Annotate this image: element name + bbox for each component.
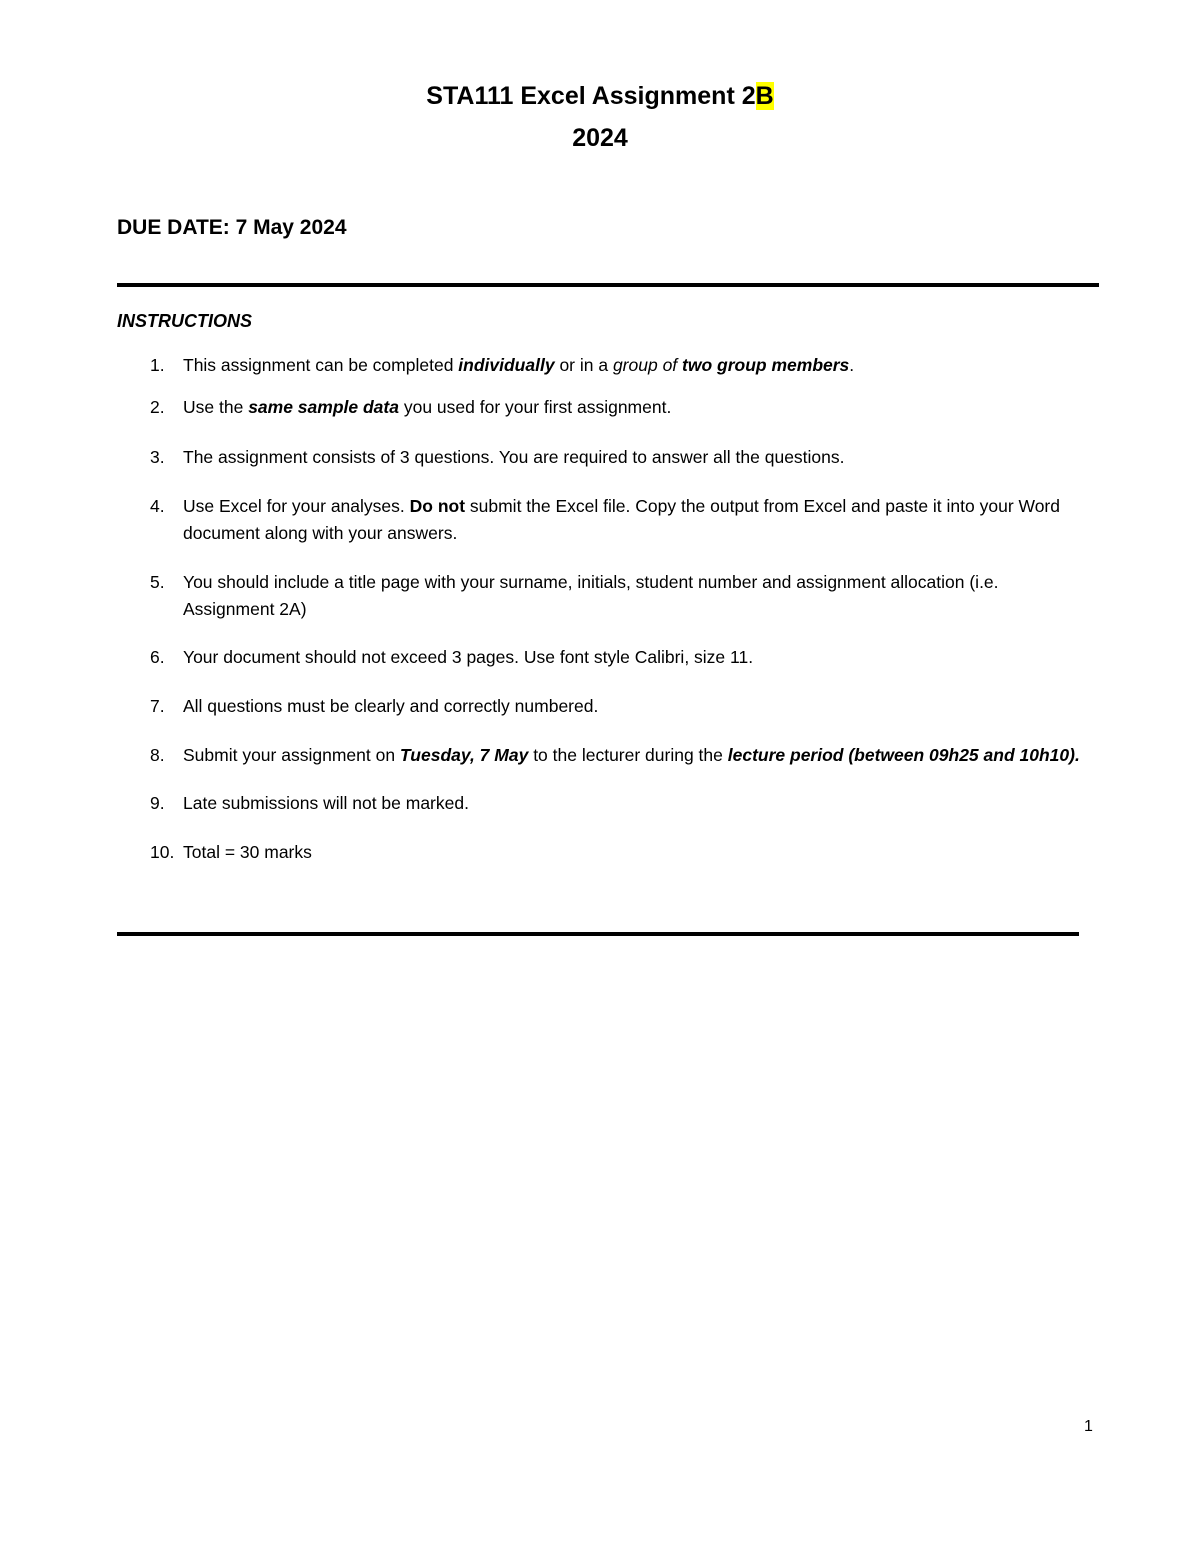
item-text: Use Excel for your analyses. (183, 496, 410, 516)
list-item (117, 352, 1087, 379)
list-number: 8. (150, 745, 165, 765)
item-text: Use the (183, 397, 249, 417)
item-emphasis: lecture period (between 09h25 and 10h10) (727, 745, 1075, 765)
item-text: The assignment consists of 3 questions. You are required to answer all the questions. (183, 447, 845, 467)
list-item (117, 790, 1087, 817)
item-text: Submit your assignment on (183, 745, 400, 765)
item-emphasis: . (1074, 745, 1080, 765)
document-title (0, 82, 1200, 111)
list-number: 6. (150, 647, 165, 667)
list-number: 9. (150, 793, 165, 813)
item-text: All questions must be clearly and correctly numbered. (183, 696, 599, 716)
item-text: submit the Excel file. Copy the output from Excel and paste it into your Word document along with your answers. (183, 496, 1060, 543)
document-year: 2024 (572, 124, 628, 152)
list-item (117, 644, 1087, 671)
item-text: You should include a title page with your surname, initials, student number and assignment allocation (i.e. Assignment 2A) (183, 572, 999, 619)
list-item (117, 569, 1087, 623)
item-text: Total = 30 marks (183, 842, 312, 862)
due-date: DUE DATE: 7 May 2024 (117, 216, 347, 239)
list-item (117, 742, 1087, 769)
list-number: 2. (150, 397, 165, 417)
title-text: STA111 Excel Assignment 2 (426, 82, 756, 110)
item-emphasis: same sample data (248, 397, 399, 417)
item-bold: Do not (409, 496, 466, 516)
item-emphasis: two group members (682, 355, 850, 375)
list-number: 7. (150, 696, 165, 716)
list-item (117, 444, 1087, 471)
item-text: . (849, 355, 855, 375)
item-text: or in a (554, 355, 613, 375)
instructions-list (117, 352, 1087, 866)
title-highlighted-letter: B (755, 82, 774, 110)
bottom-divider (117, 932, 1079, 936)
list-number: 3. (150, 447, 165, 467)
list-item (117, 493, 1087, 547)
item-italic: group of (612, 355, 678, 375)
instructions-heading: INSTRUCTIONS (117, 311, 252, 331)
item-text: to the lecturer during the (528, 745, 728, 765)
item-emphasis: individually (458, 355, 555, 375)
list-item (117, 394, 1087, 421)
list-number: 1. (150, 355, 165, 375)
item-text: you used for your first assignment. (398, 397, 672, 417)
list-item (117, 839, 1087, 866)
list-number: 4. (150, 496, 165, 516)
list-number: 10. (150, 842, 175, 862)
item-text: Your document should not exceed 3 pages. Use font style Calibri, size 11. (183, 647, 754, 667)
item-text: Late submissions will not be marked. (183, 793, 469, 813)
list-number: 5. (150, 572, 165, 592)
page-number: 1 (1084, 1418, 1093, 1435)
item-text: This assignment can be completed (183, 355, 459, 375)
item-emphasis: Tuesday, 7 May (399, 745, 529, 765)
list-item (117, 693, 1087, 720)
top-divider (117, 283, 1099, 287)
